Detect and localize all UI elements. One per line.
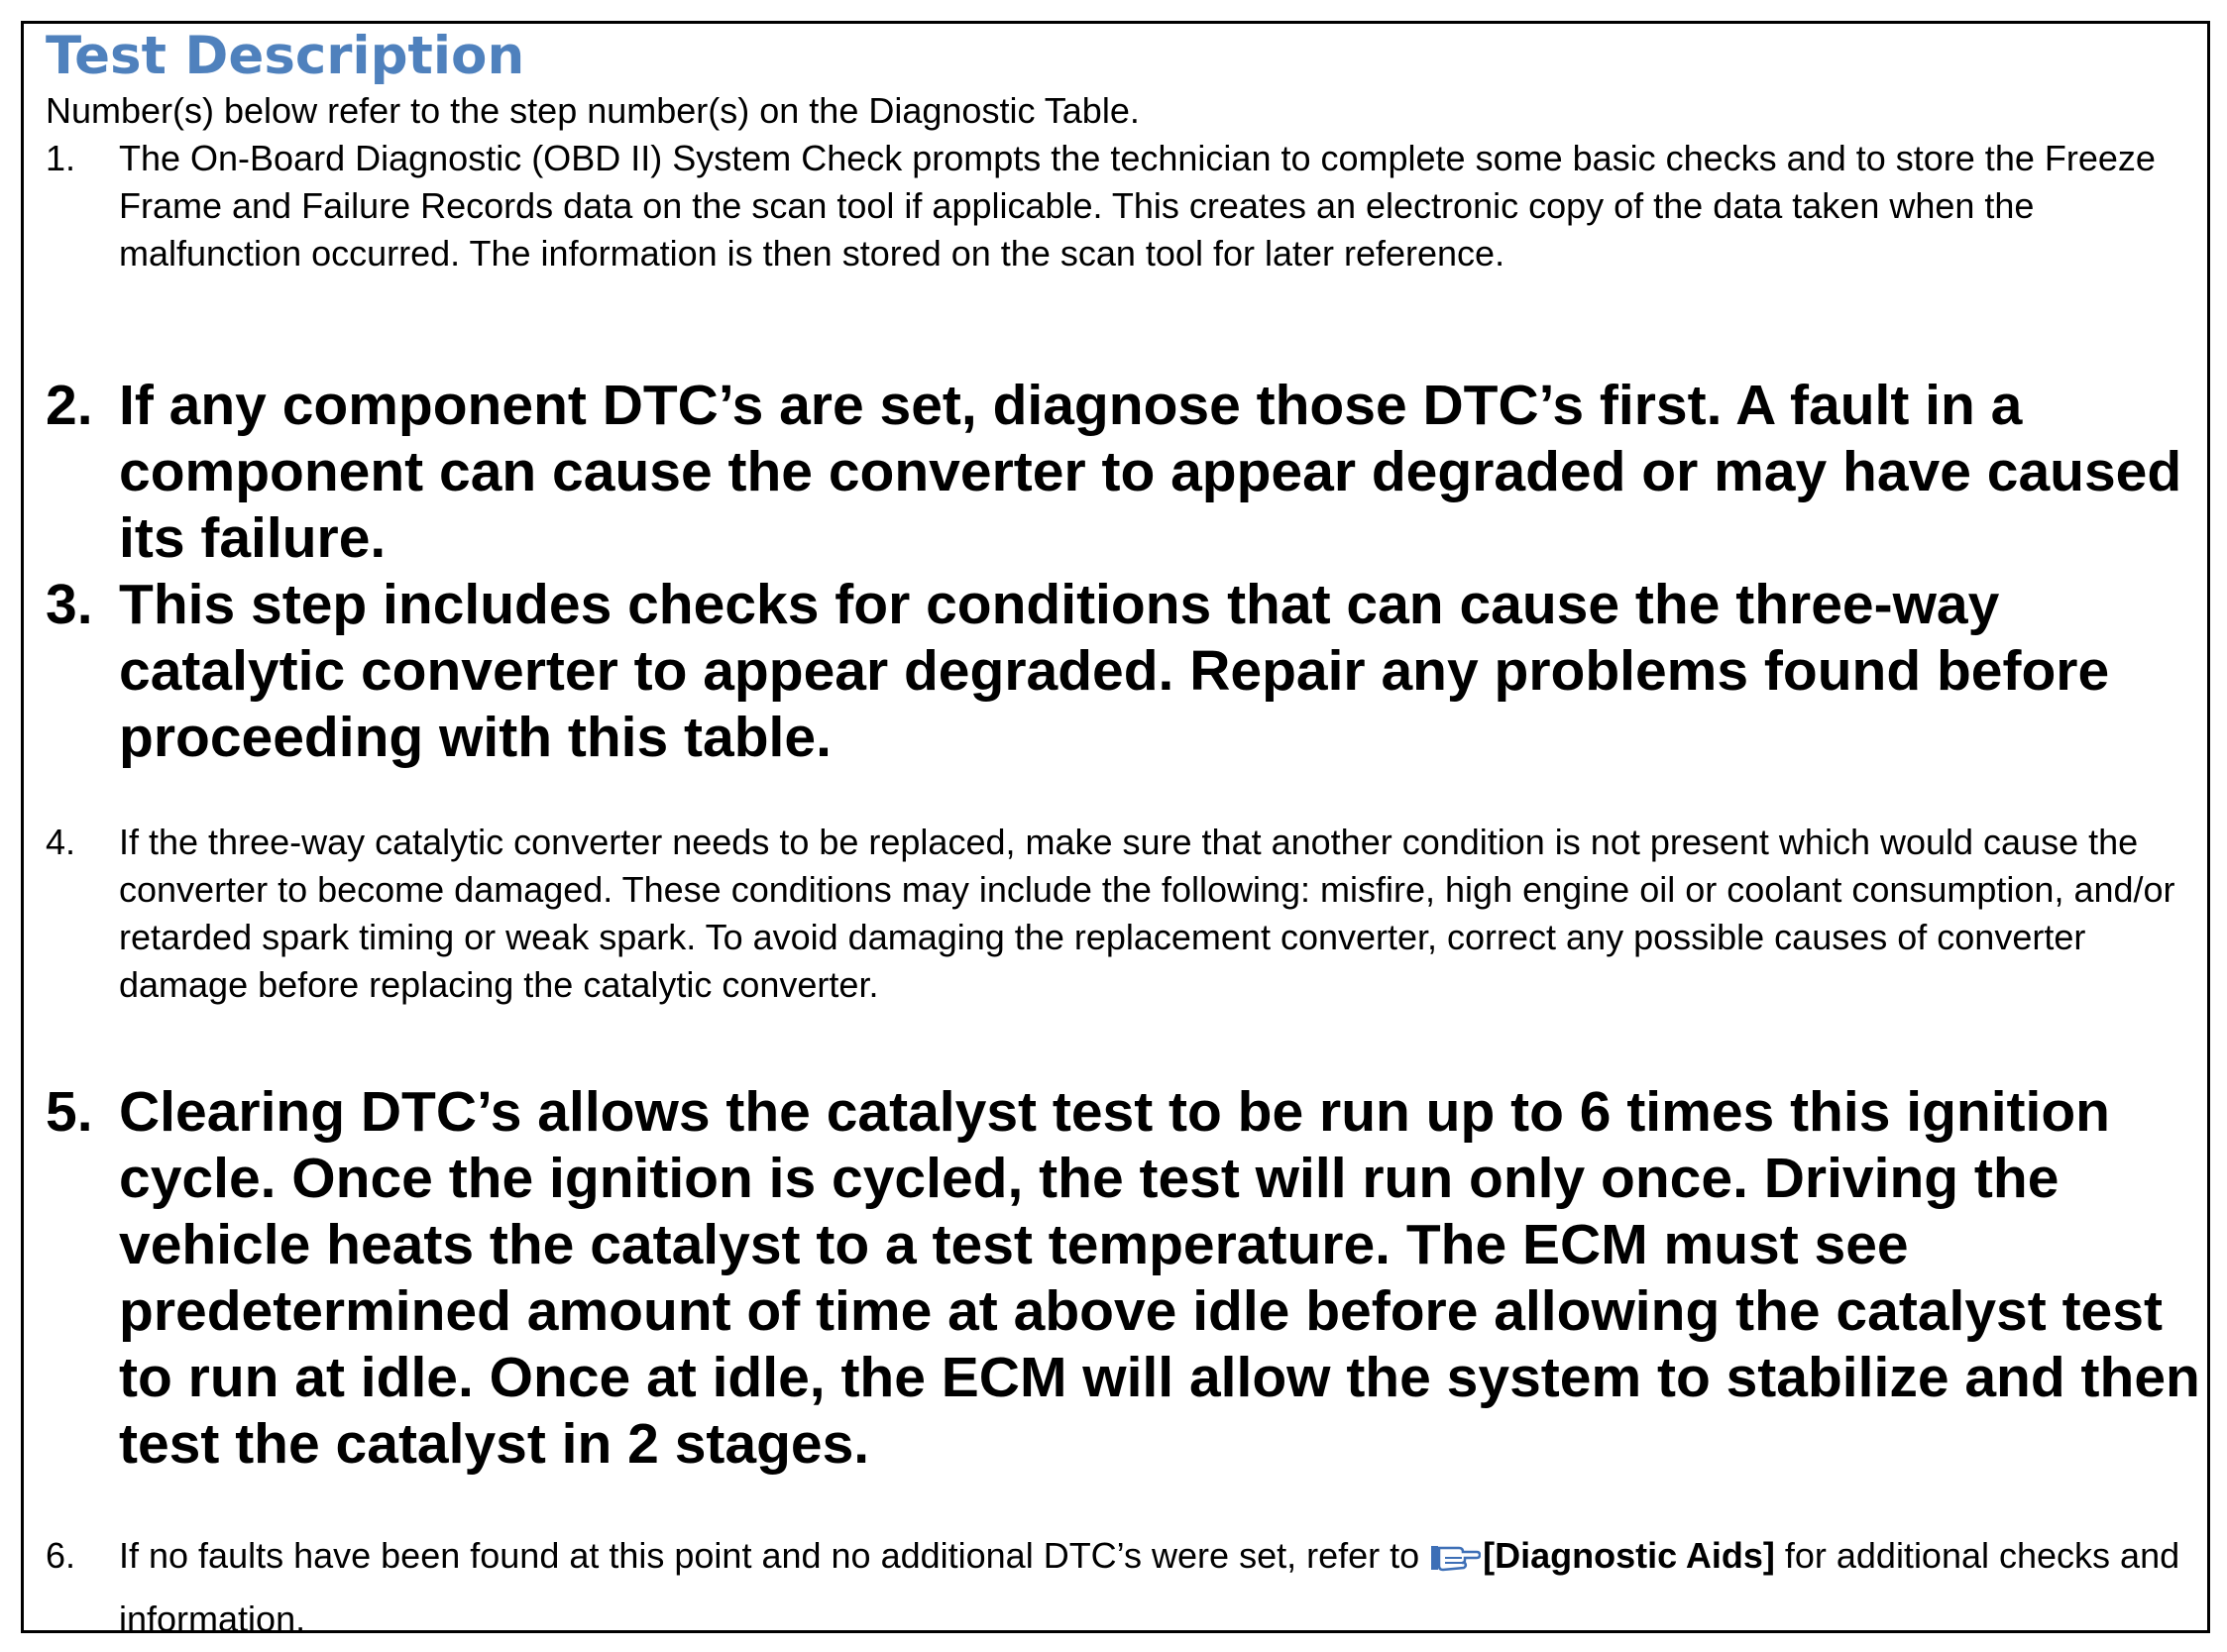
step-number: 4. <box>46 822 76 862</box>
diagnostic-aids-link[interactable]: [Diagnostic Aids] <box>1483 1535 1775 1576</box>
step-2 <box>46 373 2206 572</box>
step-text: The On-Board Diagnostic (OBD II) System Check prompts the technician to complete some basic checks and to store the Freeze Frame and Failure Records data on the scan tool if applicable. This creates an electronic copy of the data taken when the malfunction occurred. The information is then stored on the scan tool for later reference. <box>119 138 2156 274</box>
step-text: If any component DTC’s are set, diagnose those DTC’s first. A fault in a component can cause the converter to appear degraded or may have caused its failure. <box>119 374 2182 570</box>
intro-text: Number(s) below refer to the step number(s) on the Diagnostic Table. <box>46 90 1140 131</box>
step-number: 3. <box>46 573 93 636</box>
step-3 <box>46 572 2206 771</box>
step-text: This step includes checks for conditions that can cause the three-way catalytic converter to appear degraded. Repair any problems found before proceeding with this table. <box>119 573 2110 769</box>
step-number: 2. <box>46 374 93 437</box>
step-number: 6. <box>46 1535 76 1576</box>
step-text: If the three-way catalytic converter needs to be replaced, make sure that another condition is not present which would cause the converter to become damaged. These conditions may include the following: misfire, high engine oil or coolant consumption, and/or retarded spark timing or weak spark. To avoid damaging the replacement converter, correct any possible causes of converter damage before replacing the catalytic converter. <box>119 822 2175 1005</box>
step-1 <box>46 135 2206 277</box>
step-text: Clearing DTC’s allows the catalyst test to be run up to 6 times this ignition cycle. Once the ignition is cycled, the test will run only once. Driving the vehicle heats the catalyst to a test temperature. The ECM must see predetermined amount of time at above idle before allowing the catalyst test to run at idle. Once at idle, the ECM will allow the system to stabilize and then test the catalyst in 2 stages. <box>119 1080 2200 1476</box>
step-text-before: If no faults have been found at this point and no additional DTC’s were set, refer to <box>119 1535 1420 1576</box>
step-number: 5. <box>46 1080 93 1144</box>
pointing-hand-icon[interactable] <box>1429 1540 1481 1574</box>
step-5 <box>46 1079 2206 1478</box>
step-number: 1. <box>46 138 76 178</box>
step-6 <box>46 1524 2206 1651</box>
section-title: Test Description <box>46 26 525 86</box>
step-text <box>119 1524 2206 1651</box>
step-4 <box>46 819 2206 1009</box>
step-text-after: for additional checks and information. <box>119 1535 2180 1639</box>
